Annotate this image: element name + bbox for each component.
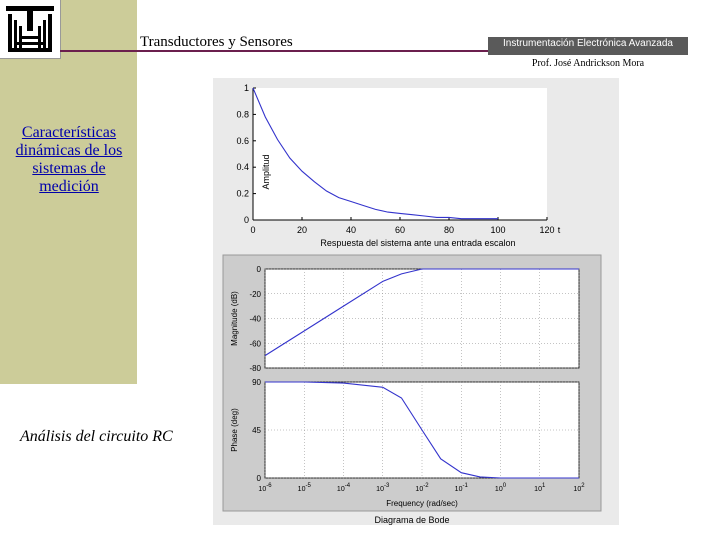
bode-y-tick-label: -20 [249, 289, 261, 299]
step-chart-title: Respuesta del sistema ante una entrada escalon [320, 238, 516, 248]
bode-y-tick-label: 45 [252, 426, 261, 435]
bode-y-tick-label: -80 [249, 364, 261, 373]
professor-divider [488, 54, 688, 55]
slide-caption: Análisis del circuito RC [20, 428, 173, 445]
bode-x-tick-label: 10-1 [454, 483, 468, 493]
slide-heading-link[interactable]: Características dinámicas de los sistemas de medición [15, 124, 123, 195]
bode-chart-title: Diagrama de Bode [374, 515, 450, 525]
matlab-figure [213, 78, 619, 525]
step-x-tick-label: 120 [539, 225, 555, 235]
step-x-tick-label: 40 [345, 225, 357, 235]
page-title: Transductores y Sensores [140, 34, 293, 50]
step-y-tick-label: 0 [243, 215, 249, 225]
step-x-axis-label: t [557, 225, 561, 235]
bode-x-tick-label: 10-2 [415, 483, 429, 493]
institution-logo-icon [0, 0, 60, 58]
bode-y-axis-label: Phase (deg) [230, 408, 239, 452]
course-label: Instrumentación Electrónica Avanzada [503, 38, 673, 49]
step-y-tick-label: 1 [243, 83, 249, 93]
step-x-tick-label: 100 [490, 225, 506, 235]
bode-x-tick-label: 102 [573, 483, 585, 493]
bode-y-tick-label: -40 [249, 314, 261, 324]
figure-panel [213, 78, 619, 525]
bode-x-tick-label: 10-3 [376, 483, 390, 493]
bode-y-tick-label: 0 [256, 265, 261, 274]
bode-y-tick-label: 90 [252, 378, 261, 387]
bode-y-tick-label: -60 [249, 339, 261, 349]
step-y-tick-label: 0.6 [236, 135, 249, 146]
step-x-tick-label: 80 [443, 225, 455, 235]
step-x-tick-label: 0 [250, 225, 256, 235]
step-y-tick-label: 0.2 [236, 188, 249, 199]
bode-x-tick-label: 100 [494, 483, 507, 493]
step-plot-area [253, 88, 547, 220]
step-x-tick-label: 20 [296, 225, 308, 235]
bode-x-tick-label: 10-6 [258, 483, 272, 493]
institution-logo [0, 0, 61, 59]
step-x-tick-label: 60 [394, 225, 406, 235]
bode-y-tick-label: 0 [256, 474, 261, 483]
bode-x-axis-label: Frequency (rad/sec) [386, 499, 458, 508]
step-y-tick-label: 0.4 [236, 162, 249, 173]
bode-x-tick-label: 10-5 [297, 483, 311, 493]
professor-label: Prof. José Andrickson Mora [531, 58, 645, 69]
bode-y-axis-label: Magnitude (dB) [230, 291, 239, 346]
bode-x-tick-label: 10-4 [336, 483, 351, 493]
step-y-axis-label: Amplitud [261, 154, 271, 190]
step-y-tick-label: 0.8 [236, 109, 249, 120]
bode-x-tick-label: 101 [534, 483, 546, 493]
